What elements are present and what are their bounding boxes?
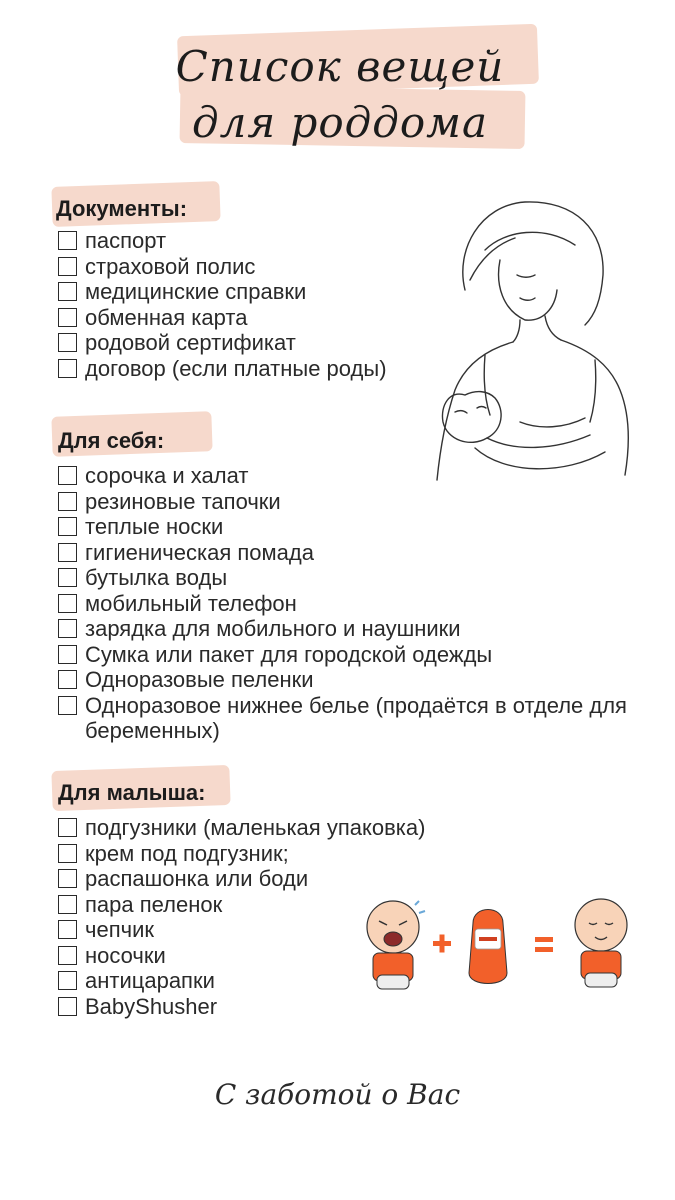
list-item: паспорт (58, 228, 387, 254)
title-line-2: для роддома (191, 98, 489, 147)
plus-icon (433, 935, 451, 953)
checkbox[interactable] (58, 869, 77, 888)
checkbox[interactable] (58, 517, 77, 536)
list-item: чепчик (58, 917, 425, 943)
list-item: мобильный телефон (58, 591, 645, 617)
page-title (160, 28, 520, 158)
checkbox[interactable] (58, 696, 77, 715)
checklist-self (58, 463, 645, 744)
list-item: BabyShusher (58, 994, 425, 1020)
checkbox[interactable] (58, 619, 77, 638)
checkbox[interactable] (58, 844, 77, 863)
checkbox[interactable] (58, 818, 77, 837)
list-item: договор (если платные роды) (58, 356, 387, 382)
equals-icon (535, 937, 553, 952)
checkbox[interactable] (58, 543, 77, 562)
list-item: обменная карта (58, 305, 387, 331)
shusher-device-icon (469, 910, 507, 984)
title-line-1: Список вещей (175, 42, 505, 91)
checkbox[interactable] (58, 257, 77, 276)
list-item: зарядка для мобильного и наушники (58, 616, 645, 642)
calm-baby-icon (575, 899, 627, 987)
checkbox[interactable] (58, 670, 77, 689)
checkbox[interactable] (58, 971, 77, 990)
checkbox[interactable] (58, 333, 77, 352)
list-item: теплые носки (58, 514, 645, 540)
list-item: сорочка и халат (58, 463, 645, 489)
mother-breastfeeding-illustration (425, 190, 640, 490)
checkbox[interactable] (58, 594, 77, 613)
checkbox[interactable] (58, 308, 77, 327)
section-heading-documents: Документы: (56, 196, 188, 221)
checkbox[interactable] (58, 645, 77, 664)
section-heading-baby: Для малыша: (58, 780, 206, 805)
list-item: антицарапки (58, 968, 425, 994)
checkbox[interactable] (58, 920, 77, 939)
list-item: медицинские справки (58, 279, 387, 305)
list-item: Сумка или пакет для городской одежды (58, 642, 645, 668)
list-item: резиновые тапочки (58, 489, 645, 515)
list-item: Одноразовые пеленки (58, 667, 645, 693)
list-item: Одноразовое нижнее белье (продаётся в отделе для беременных) (58, 693, 645, 744)
checkbox[interactable] (58, 997, 77, 1016)
checklist-documents (58, 228, 387, 381)
list-item: распашонка или боди (58, 866, 425, 892)
list-item: гигиеническая помада (58, 540, 645, 566)
footer-signature: С заботой о Вас (214, 1078, 461, 1111)
list-item: родовой сертификат (58, 330, 387, 356)
checkbox[interactable] (58, 231, 77, 250)
crying-baby-icon (367, 901, 425, 989)
baby-shusher-equation (355, 895, 645, 995)
list-item: пара пеленок (58, 892, 425, 918)
checkbox[interactable] (58, 466, 77, 485)
checkbox[interactable] (58, 359, 77, 378)
section-heading-self: Для себя: (58, 428, 165, 453)
list-item: бутылка воды (58, 565, 645, 591)
list-item: носочки (58, 943, 425, 969)
checkbox[interactable] (58, 282, 77, 301)
checkbox[interactable] (58, 946, 77, 965)
checkbox[interactable] (58, 895, 77, 914)
checkbox[interactable] (58, 568, 77, 587)
list-item: крем под подгузник; (58, 841, 425, 867)
list-item: подгузники (маленькая упаковка) (58, 815, 425, 841)
checkbox[interactable] (58, 492, 77, 511)
list-item: страховой полис (58, 254, 387, 280)
